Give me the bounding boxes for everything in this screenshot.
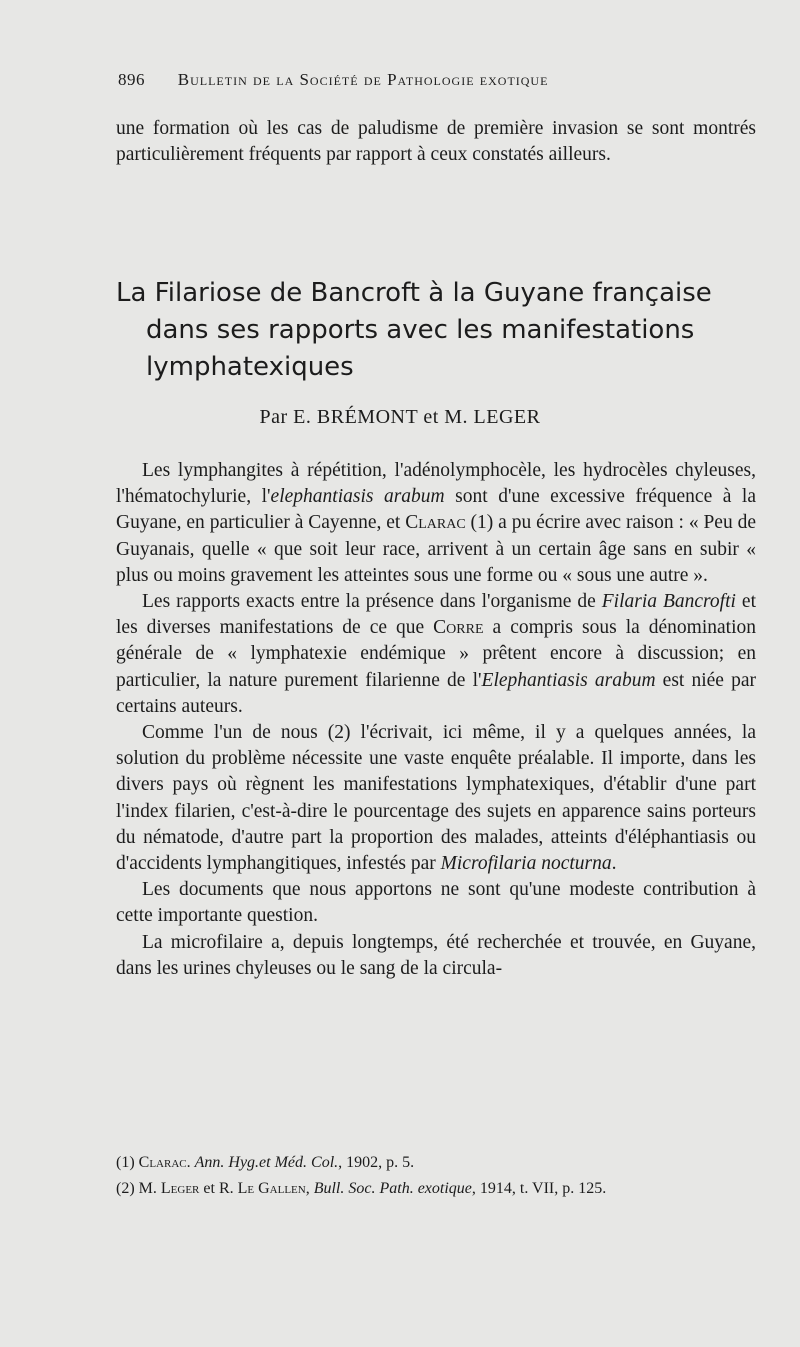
paragraph-1	[116, 458, 756, 589]
text-run: et les diverses manifestations de ce que	[116, 591, 756, 639]
paragraph-5: La microfilaire a, depuis longtemps, été recherchée et trouvée, en Guyane, dans les urines chyleuses ou le sang de la circula-	[116, 931, 756, 979]
paragraph-3	[116, 720, 756, 877]
text-run: (1) a pu écrire avec raison : « Peu de Guyanais, quelle « que soit leur race, arrivent à un certain âge sans en subir « plus ou moins gravement les atteintes sous une forme ou « sous une autre ».	[116, 512, 756, 586]
italic-term: Microfilaria nocturna	[440, 853, 612, 875]
footnote-1	[116, 1150, 766, 1176]
text-run: .	[611, 853, 617, 875]
intro-text-block	[116, 116, 756, 168]
text-run: Les lymphangites à répétition, l'adénolymphocèle, les hydrocèles chyleuses, l'hématochylurie, l'	[116, 460, 756, 508]
text-run: .	[186, 1154, 195, 1171]
text-run: sont d'une excessive fréquence à la Guyane, en particulier à Cayenne, et	[116, 486, 756, 534]
article-title-line1: La Filariose de Bancroft à la Guyane française	[116, 278, 712, 308]
text-run: , 1902, p. 5.	[338, 1154, 415, 1171]
text-run: et R.	[199, 1180, 238, 1197]
running-header	[118, 70, 678, 90]
footnotes	[116, 1150, 766, 1202]
article-byline: Par E. BRÉMONT et M. LEGER	[259, 406, 541, 428]
paragraph-2	[116, 589, 756, 720]
journal-title: Bull. Soc. Path. exotique	[313, 1180, 472, 1197]
running-title: Bulletin de la Société de Pathologie exotique	[177, 70, 549, 89]
text-run: a compris sous la dénomination générale de « lymphatexie endémique » prêtent encore à discussion; en particulier, la nature purement filarienne de l'	[116, 617, 756, 691]
paragraph-4: Les documents que nous apportons ne sont qu'une modeste contribution à cette importante question.	[116, 879, 756, 927]
article-title-rest: dans ses rapports avec les manifestations lymphatexiques	[146, 315, 695, 382]
text-run: Les rapports exacts entre la présence dans l'organisme de	[142, 591, 602, 613]
page-number: 896	[118, 70, 145, 89]
author-name: Le Gallen	[237, 1180, 306, 1197]
article-body	[116, 458, 756, 982]
author-name: Corre	[433, 617, 484, 639]
footnote-2	[116, 1176, 766, 1202]
footnote-marker: (1)	[116, 1154, 139, 1171]
text-run: ,	[305, 1180, 314, 1197]
text-run: est niée par certains auteurs.	[116, 669, 756, 717]
italic-term: Filaria Bancrofti	[601, 591, 736, 613]
author-name: Clarac	[138, 1154, 187, 1171]
intro-paragraph: une formation où les cas de paludisme de première invasion se sont montrés particulièrement fréquents par rapport à ceux constatés ailleurs.	[116, 118, 756, 166]
author-name: Clarac	[405, 512, 466, 534]
article-title	[116, 275, 766, 386]
author-name: Leger	[160, 1180, 200, 1197]
footnote-marker: (2) M.	[116, 1180, 161, 1197]
text-run: Comme l'un de nous (2) l'écrivait, ici même, il y a quelques années, la solution du problème nécessite une vaste enquête préalable. Il importe, dans les divers pays où règnent les manifestations lymphatexiques, d'établir d'une part l'index filarien, c'est-à-dire le pourcentage des sujets en apparence sains porteurs du nématode, d'autre part la proportion des malades, atteints d'éléphantiasis ou d'accidents lymphangitiques, infestés par	[116, 722, 756, 875]
journal-title: Ann. Hyg.et Méd. Col.	[194, 1154, 339, 1171]
italic-term: Elephantiasis arabum	[481, 669, 656, 691]
text-run: , 1914, t. VII, p. 125.	[471, 1180, 607, 1197]
italic-term: elephantiasis arabum	[270, 486, 445, 508]
